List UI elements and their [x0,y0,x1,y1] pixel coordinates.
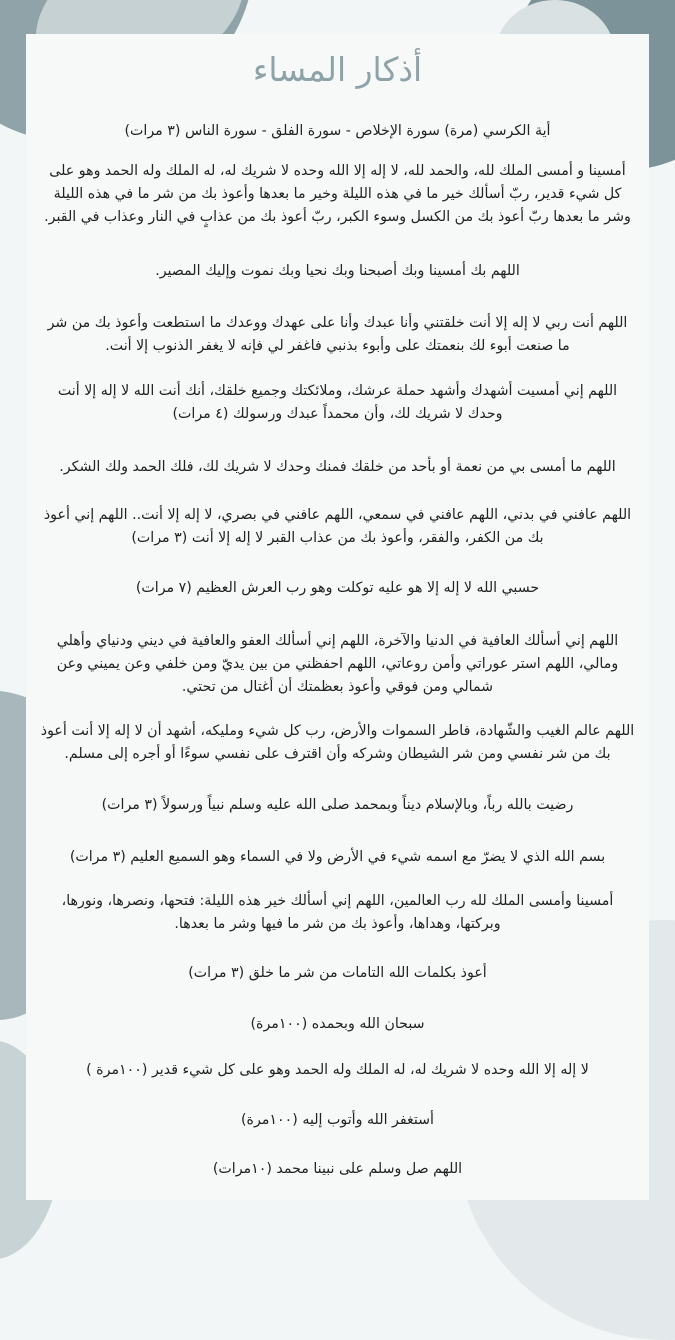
dhikr-item-7: اللهم عافني في بدني، اللهم عافني في سمعي، اللهم عافني في بصري، لا إله إلا أنت.. اللهم إني أعوذ بك من الكفر، والفقر، وأعوذ بك من عذاب القبر لا إله إلا أنت (٣ مرات) [43,507,632,546]
dhikr-item-15: سبحان الله وبحمده (١٠٠مرة) [250,1016,425,1032]
dhikr-item-8: حسبي الله لا إله إلا هو عليه توكلت وهو رب العرش العظيم (٧ مرات) [135,580,540,596]
dhikr-item-16: لا إله إلا الله وحده لا شريك له، له الملك وله الحمد وهو على كل شيء قدير (١٠٠مرة ) [86,1062,589,1078]
dhikr-list [40,34,635,1177]
dhikr-item-10: اللهم عالم الغيب والشّهادة، فاطر السموات والأرض، رب كل شيء ومليكه، أشهد أن لا إله إلا أنت أعوذ بك من شر نفسي ومن شر الشيطان وشركه وأن اقترف على نفسي سوءًا أو أجره إلى مسلم. [40,723,635,762]
dhikr-item-9: اللهم إني أسألك العافية في الدنيا والآخرة، اللهم إني أسألك العفو والعافية في ديني ودنياي وأهلي ومالي، اللهم استر عوراتي وأمن روعاتي، اللهم احفظني من بين يديّ ومن خلفي وعن يميني وعن شمالي ومن فوقي وأعوذ بعظمتك أن أغتال من تحتي. [56,633,619,695]
dhikr-item-11: رضيت بالله رباً، وبالإسلام ديناً وبمحمد صلى الله عليه وسلم نبياً ورسولاً (٣ مرات) [101,797,574,813]
dhikr-item-2: أمسينا و أمسى الملك لله، والحمد لله، لا إله إلا الله وحده لا شريك له، له الملك وله الحمد وهو على كل شيء قدير، ربّ أسألك خير ما في هذه الليلة وخير ما بعدها وأعوذ بك من شر ما في هذه الليلة وشر ما بعدها ربّ أعوذ بك من الكسل وسوء الكبر، ربّ أعوذ بك من عذابٍ في النار وعذاب في القبر. [44,163,631,225]
dhikr-item-5: اللهم إني أمسيت أشهدك وأشهد حملة عرشك، وملائكتك وجميع خلقك، أنك أنت الله لا إله إلا أنت وحدك لا شريك لك، وأن محمداً عبدك ورسولك (٤ مرات) [57,383,618,422]
dhikr-item-17: أستغفر الله وأتوب إليه (١٠٠مرة) [241,1112,434,1128]
dhikr-item-4: اللهم أنت ربي لا إله إلا أنت خلقتني وأنا عبدك وأنا على عهدك ووعدك ما استطعت وأعوذ بك من شر ما صنعت أبوء لك بنعمتك على وأبوء بذنبي فاغفر لي فإنه لا يغفر الذنوب إلا أنت. [47,315,628,354]
dhikr-item-13: أمسينا وأمسى الملك لله رب العالمين، اللهم إني أسألك خير هذه الليلة: فتحها، ونصرها، ونورها، وبركتها، وهداها، وأعوذ بك من شر ما فيها وشر ما بعدها. [61,893,614,932]
dhikr-item-6: اللهم ما أمسى بي من نعمة أو بأحد من خلقك فمنك وحدك لا شريك لك، فلك الحمد ولك الشكر. [59,459,616,475]
dhikr-item-12: بسم الله الذي لا يضرّ مع اسمه شيء في الأرض ولا في السماء وهو السميع العليم (٣ مرات) [69,849,606,865]
dhikr-item-3: اللهم بك أمسينا وبك أصبحنا وبك نحيا وبك نموت وإليك المصير. [155,263,520,279]
dhikr-item-1: أية الكرسي (مرة) سورة الإخلاص - سورة الفلق - سورة الناس (٣ مرات) [124,123,551,139]
dhikr-item-18: اللهم صل وسلم على نبينا محمد (١٠مرات) [212,1161,463,1177]
content-card [26,34,649,1200]
page-title: أذكار المساء [252,50,423,89]
dhikr-item-14: أعوذ بكلمات الله التامات من شر ما خلق (٣ مرات) [188,965,487,981]
